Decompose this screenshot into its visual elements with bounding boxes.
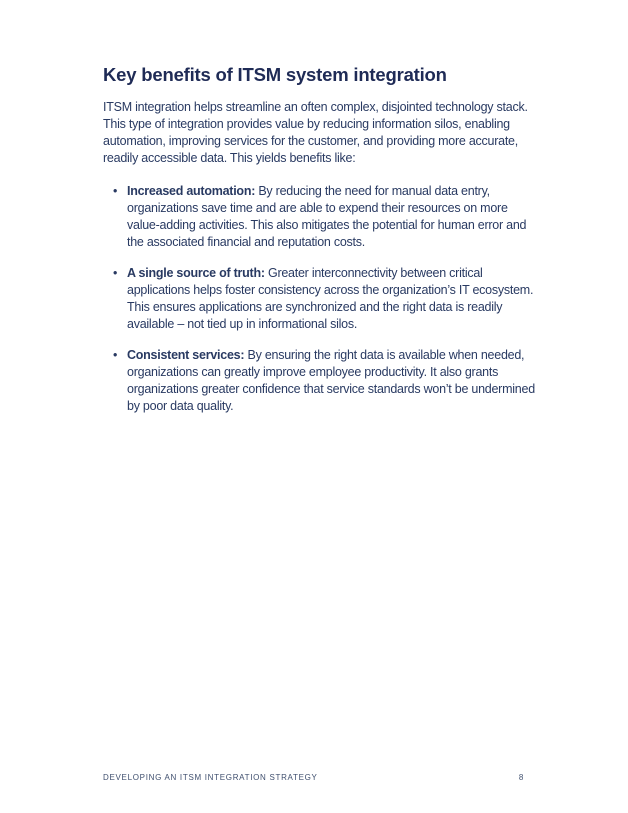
bullet-label: A single source of truth: — [127, 266, 265, 280]
footer-title: DEVELOPING AN ITSM INTEGRATION STRATEGY — [103, 773, 318, 782]
bullet-text: By ensuring the right data is available when needed, organizations can greatly improve employee productivity. It also grants organizations greater confidence that service standards won’t be undermined by poor data quality. — [127, 348, 535, 413]
bullet-label: Consistent services: — [127, 348, 245, 362]
list-item — [103, 183, 535, 251]
content-area — [103, 63, 535, 429]
list-item — [103, 347, 535, 415]
page-title: Key benefits of ITSM system integration — [103, 64, 447, 85]
bullet-content — [127, 265, 535, 333]
bullet-text: By reducing the need for manual data entry, organizations save time and are able to expend their resources on more value-adding activities. This also mitigates the potential for human error and the associated financial and reputation costs. — [127, 184, 527, 249]
bullet-label: Increased automation: — [127, 184, 256, 198]
intro-paragraph: ITSM integration helps streamline an often complex, disjointed technology stack. This type of integration provides value by reducing information silos, enabling automation, improving services for the customer, and providing more accurate, readily accessible data. This yields benefits like: — [103, 100, 528, 165]
page-footer — [103, 773, 524, 782]
page-number: 8 — [518, 773, 524, 782]
bullet-icon: • — [113, 348, 118, 362]
list-item — [103, 265, 535, 333]
bullet-icon: • — [113, 184, 118, 198]
bullet-content — [127, 347, 535, 415]
bullet-text: Greater interconnectivity between critical applications helps foster consistency across the organization’s IT ecosystem. This ensures applications are synchronized and the right data is readily available – not tied up in informational silos. — [127, 266, 534, 331]
bullet-icon: • — [113, 266, 118, 280]
bullet-content — [127, 183, 535, 251]
benefits-list — [103, 183, 535, 415]
